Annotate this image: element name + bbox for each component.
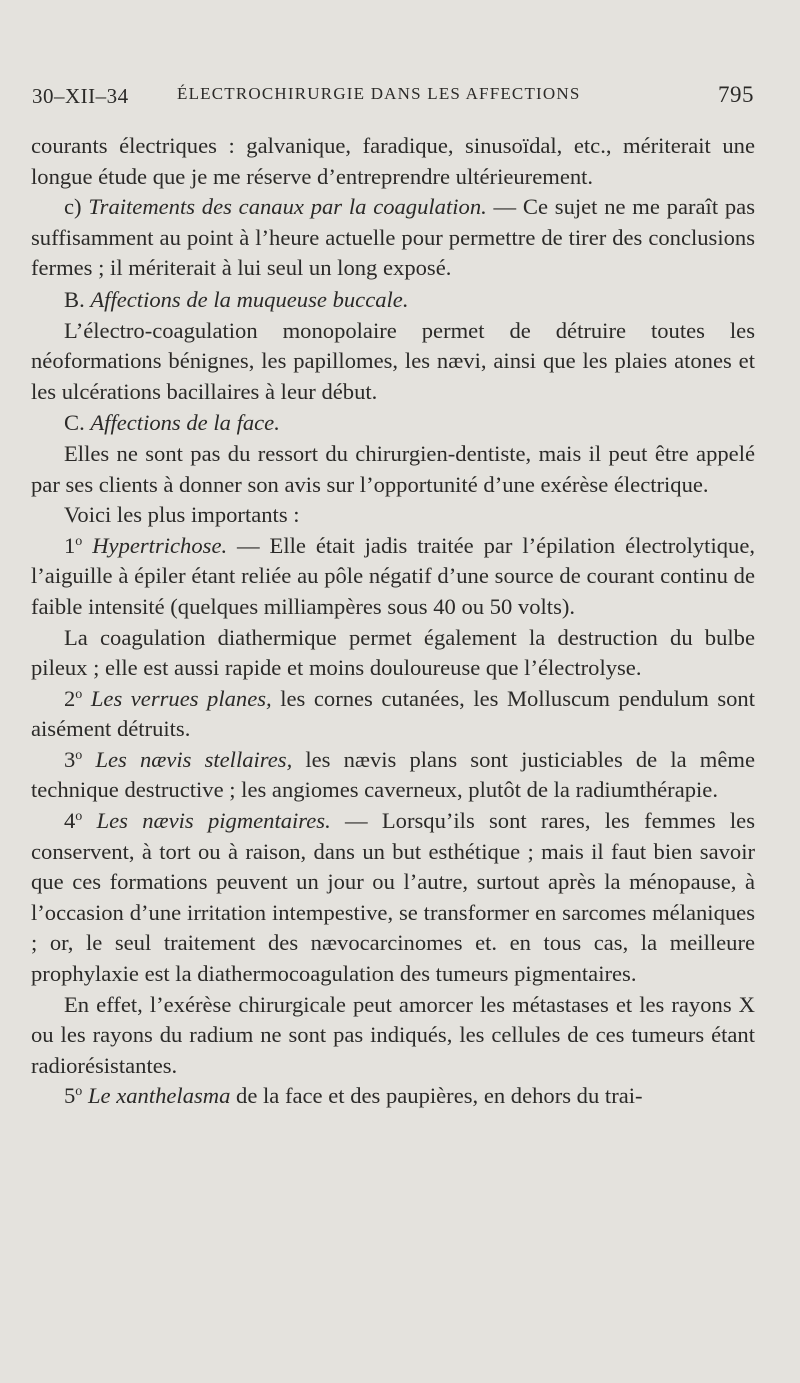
paragraph-coagulation: La coagulation diathermique permet également la destruction du bulbe pileux ; elle est aussi rapide et moins douloureuse que l’électrolyse. xyxy=(31,624,755,681)
item-3-naevis-stellaires: 3$^o$ Les nævis stellaires, les nævis plans sont justiciables de la même technique destructive ; les angiomes caverneux, plutôt de la radiumthérapie. xyxy=(31,746,755,803)
section-heading: Affections de la muqueuse buccale. xyxy=(90,286,409,312)
item-heading: Les verrues planes, xyxy=(90,685,272,711)
section-label: C. xyxy=(64,410,91,436)
header-date: 30–XII–34 xyxy=(32,84,129,108)
section-c-heading xyxy=(31,408,755,439)
section-label: c) xyxy=(64,194,89,220)
page-body xyxy=(31,131,755,1112)
paragraph-c-canaux: c) Traitements des canaux par la coagulation. — Ce sujet ne me paraît pas suffisamment au point à l’heure actuelle pour permettre de tirer des conclusions fermes ; il mériterait à lui seul un long exposé. xyxy=(31,194,755,281)
item-4-naevis-pigmentaires: 4$^o$ Les nævis pigmentaires. — Lorsqu’ils sont rares, les femmes les conservent, à tort ou à raison, dans un but esthétique ; mais il faut bien savoir que ces formations peuvent un jour ou l’autre, surtout après la ménopause, à l’occasion d’une irritation intempestive, se transformer en sarcomes mélaniques ; or, le seul traitement des nævocarcinomes et. en tous cas, la meilleure prophylaxie est la diathermocoagulation des tumeurs pigmentaires. xyxy=(31,808,755,987)
paragraph-list-intro: Voici les plus importants : xyxy=(64,502,300,528)
section-heading: Traitements des canaux par la coagulation. xyxy=(88,194,487,220)
paragraph-1: courants électriques : galvanique, faradique, sinusoïdal, etc., mériterait une longue étude que je me réserve d’entreprendre ultérieurement. xyxy=(31,133,755,189)
item-heading: Les nævis stellaires, xyxy=(95,746,293,772)
running-header xyxy=(32,80,754,110)
item-heading: Le xanthelasma xyxy=(87,1083,231,1109)
paragraph-exerese: En effet, l’exérèse chirurgicale peut amorcer les métastases et les rayons X ou les rayons du radium ne sont pas indiqués, les cellules de ces tumeurs étant radiorésistantes. xyxy=(31,991,755,1078)
item-1-hypertrichose: 1$^o$ Hypertrichose. — Elle était jadis traitée par l’épilation électrolytique, l’aiguille à épiler étant reliée au pôle négatif d’une source de courant continu de faible intensité (quelques milliampères sous 40 ou 50 volts). xyxy=(31,532,755,619)
section-heading: Affections de la face. xyxy=(90,410,280,436)
page-number: 795 xyxy=(718,82,754,107)
paragraph-muqueuse: L’électro-coagulation monopolaire permet de détruire toutes les néoformations bénignes, les papillomes, les nævi, ainsi que les plaies atones et les ulcérations bacillaires à leur début. xyxy=(31,317,755,404)
paragraph-face: Elles ne sont pas du ressort du chirurgien-dentiste, mais il peut être appelé par ses clients à donner son avis sur l’opportunité d’une exérèse électrique. xyxy=(31,440,755,497)
item-5-xanthelasma: 5$^o$ Le xanthelasma de la face et des paupières, en dehors du trai- xyxy=(64,1083,643,1109)
section-label: B. xyxy=(64,286,91,312)
item-2-verrues: 2$^o$ Les verrues planes, les cornes cutanées, les Molluscum pendulum sont aisément détruits. xyxy=(31,685,755,742)
item-heading: Hypertrichose. xyxy=(92,532,228,558)
item-heading: Les nævis pigmentaires. xyxy=(96,808,331,834)
header-running-title: ÉLECTROCHIRURGIE DANS LES AFFECTIONS xyxy=(177,84,581,103)
section-b-heading xyxy=(31,285,755,316)
